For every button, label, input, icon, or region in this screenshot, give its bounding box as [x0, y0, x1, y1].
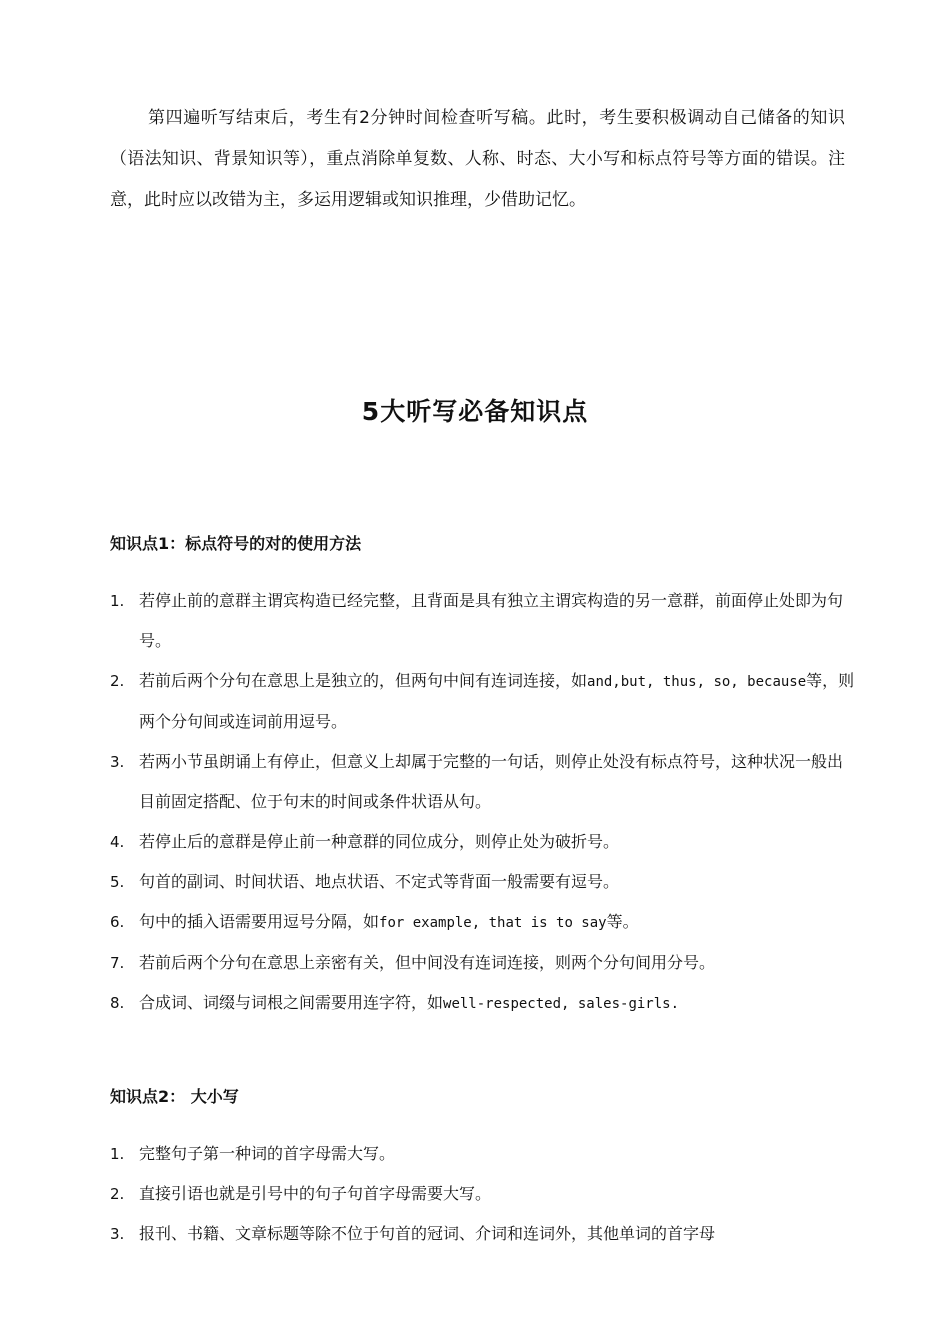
list-item-number: 3. [110, 753, 125, 771]
list-item-text-tail: 等，则两个分句间或连词前用逗号。 [139, 671, 855, 731]
list-item-number: 4. [110, 833, 125, 851]
list-item-text: 句中的插入语需要用逗号分隔，如 [139, 912, 380, 931]
list-item [110, 862, 855, 902]
list-item-number: 5. [110, 873, 125, 891]
list-item [110, 1214, 855, 1254]
list-item-number: 6. [110, 913, 125, 931]
list-item-number: 8. [110, 994, 125, 1012]
list-item-example: for example, that is to say [379, 915, 607, 931]
list-item-example: well-respected, sales-girls. [443, 996, 680, 1012]
list-item-example: and,but, thus, so, because [587, 674, 807, 690]
list-item-text: 若停止后的意群是停止前一种意群的同位成分，则停止处为破折号。 [139, 832, 620, 851]
list-item [110, 1174, 855, 1214]
list-item-text: 直接引语也就是引号中的句子句首字母需要大写。 [139, 1184, 492, 1203]
intro-paragraph: 第四遍听写结束后，考生有2分钟时间检查听写稿。此时，考生要积极调动自己储备的知识（语法知识、背景知识等），重点消除单复数、人称、时态、大小写和标点符号等方面的错误。注意，此时应以改错为主，多运用逻辑或知识推理，少借助记忆。 [110, 108, 845, 210]
list-item [110, 581, 855, 661]
list-item-text: 句首的副词、时间状语、地点状语、不定式等背面一般需要有逗号。 [139, 872, 620, 891]
list-item [110, 1134, 855, 1174]
list-item-number: 1. [110, 592, 125, 610]
list-item [110, 902, 855, 943]
list-item-text: 合成词、词缀与词根之间需要用连字符，如 [139, 993, 444, 1012]
list-item [110, 943, 855, 983]
list-item-text: 若前后两个分句在意思上是独立的，但两句中间有连词连接，如 [139, 671, 588, 690]
list-item-text-tail: 等。 [606, 912, 639, 931]
list-item-text: 若前后两个分句在意思上亲密有关，但中间没有连词连接，则两个分句间用分号。 [139, 953, 716, 972]
section2-heading: 知识点2： 大小写 [110, 1087, 239, 1106]
list-item [110, 983, 855, 1024]
main-title: 5大听写必备知识点 [361, 397, 589, 426]
list-item-text: 报刊、书籍、文章标题等除不位于句首的冠词、介词和连词外，其他单词的首字母 [139, 1224, 716, 1243]
list-item-number: 3. [110, 1225, 125, 1243]
list-item [110, 661, 855, 742]
section2-list [110, 1134, 855, 1254]
list-item [110, 742, 855, 822]
list-item-text: 若两小节虽朗诵上有停止，但意义上却属于完整的一句话，则停止处没有标点符号，这种状况一般出目前固定搭配、位于句末的时间或条件状语从句。 [139, 752, 844, 811]
list-item-number: 2. [110, 1185, 125, 1203]
section1-heading: 知识点1：标点符号的对的使用方法 [110, 534, 362, 553]
list-item-text: 若停止前的意群主谓宾构造已经完整，且背面是具有独立主谓宾构造的另一意群，前面停止处即为句号。 [139, 591, 844, 650]
list-item-number: 2. [110, 672, 125, 690]
list-item [110, 822, 855, 862]
list-item-text: 完整句子第一种词的首字母需大写。 [139, 1144, 396, 1163]
list-item-number: 7. [110, 954, 125, 972]
section1-list [110, 581, 855, 1024]
list-item-number: 1. [110, 1145, 125, 1163]
